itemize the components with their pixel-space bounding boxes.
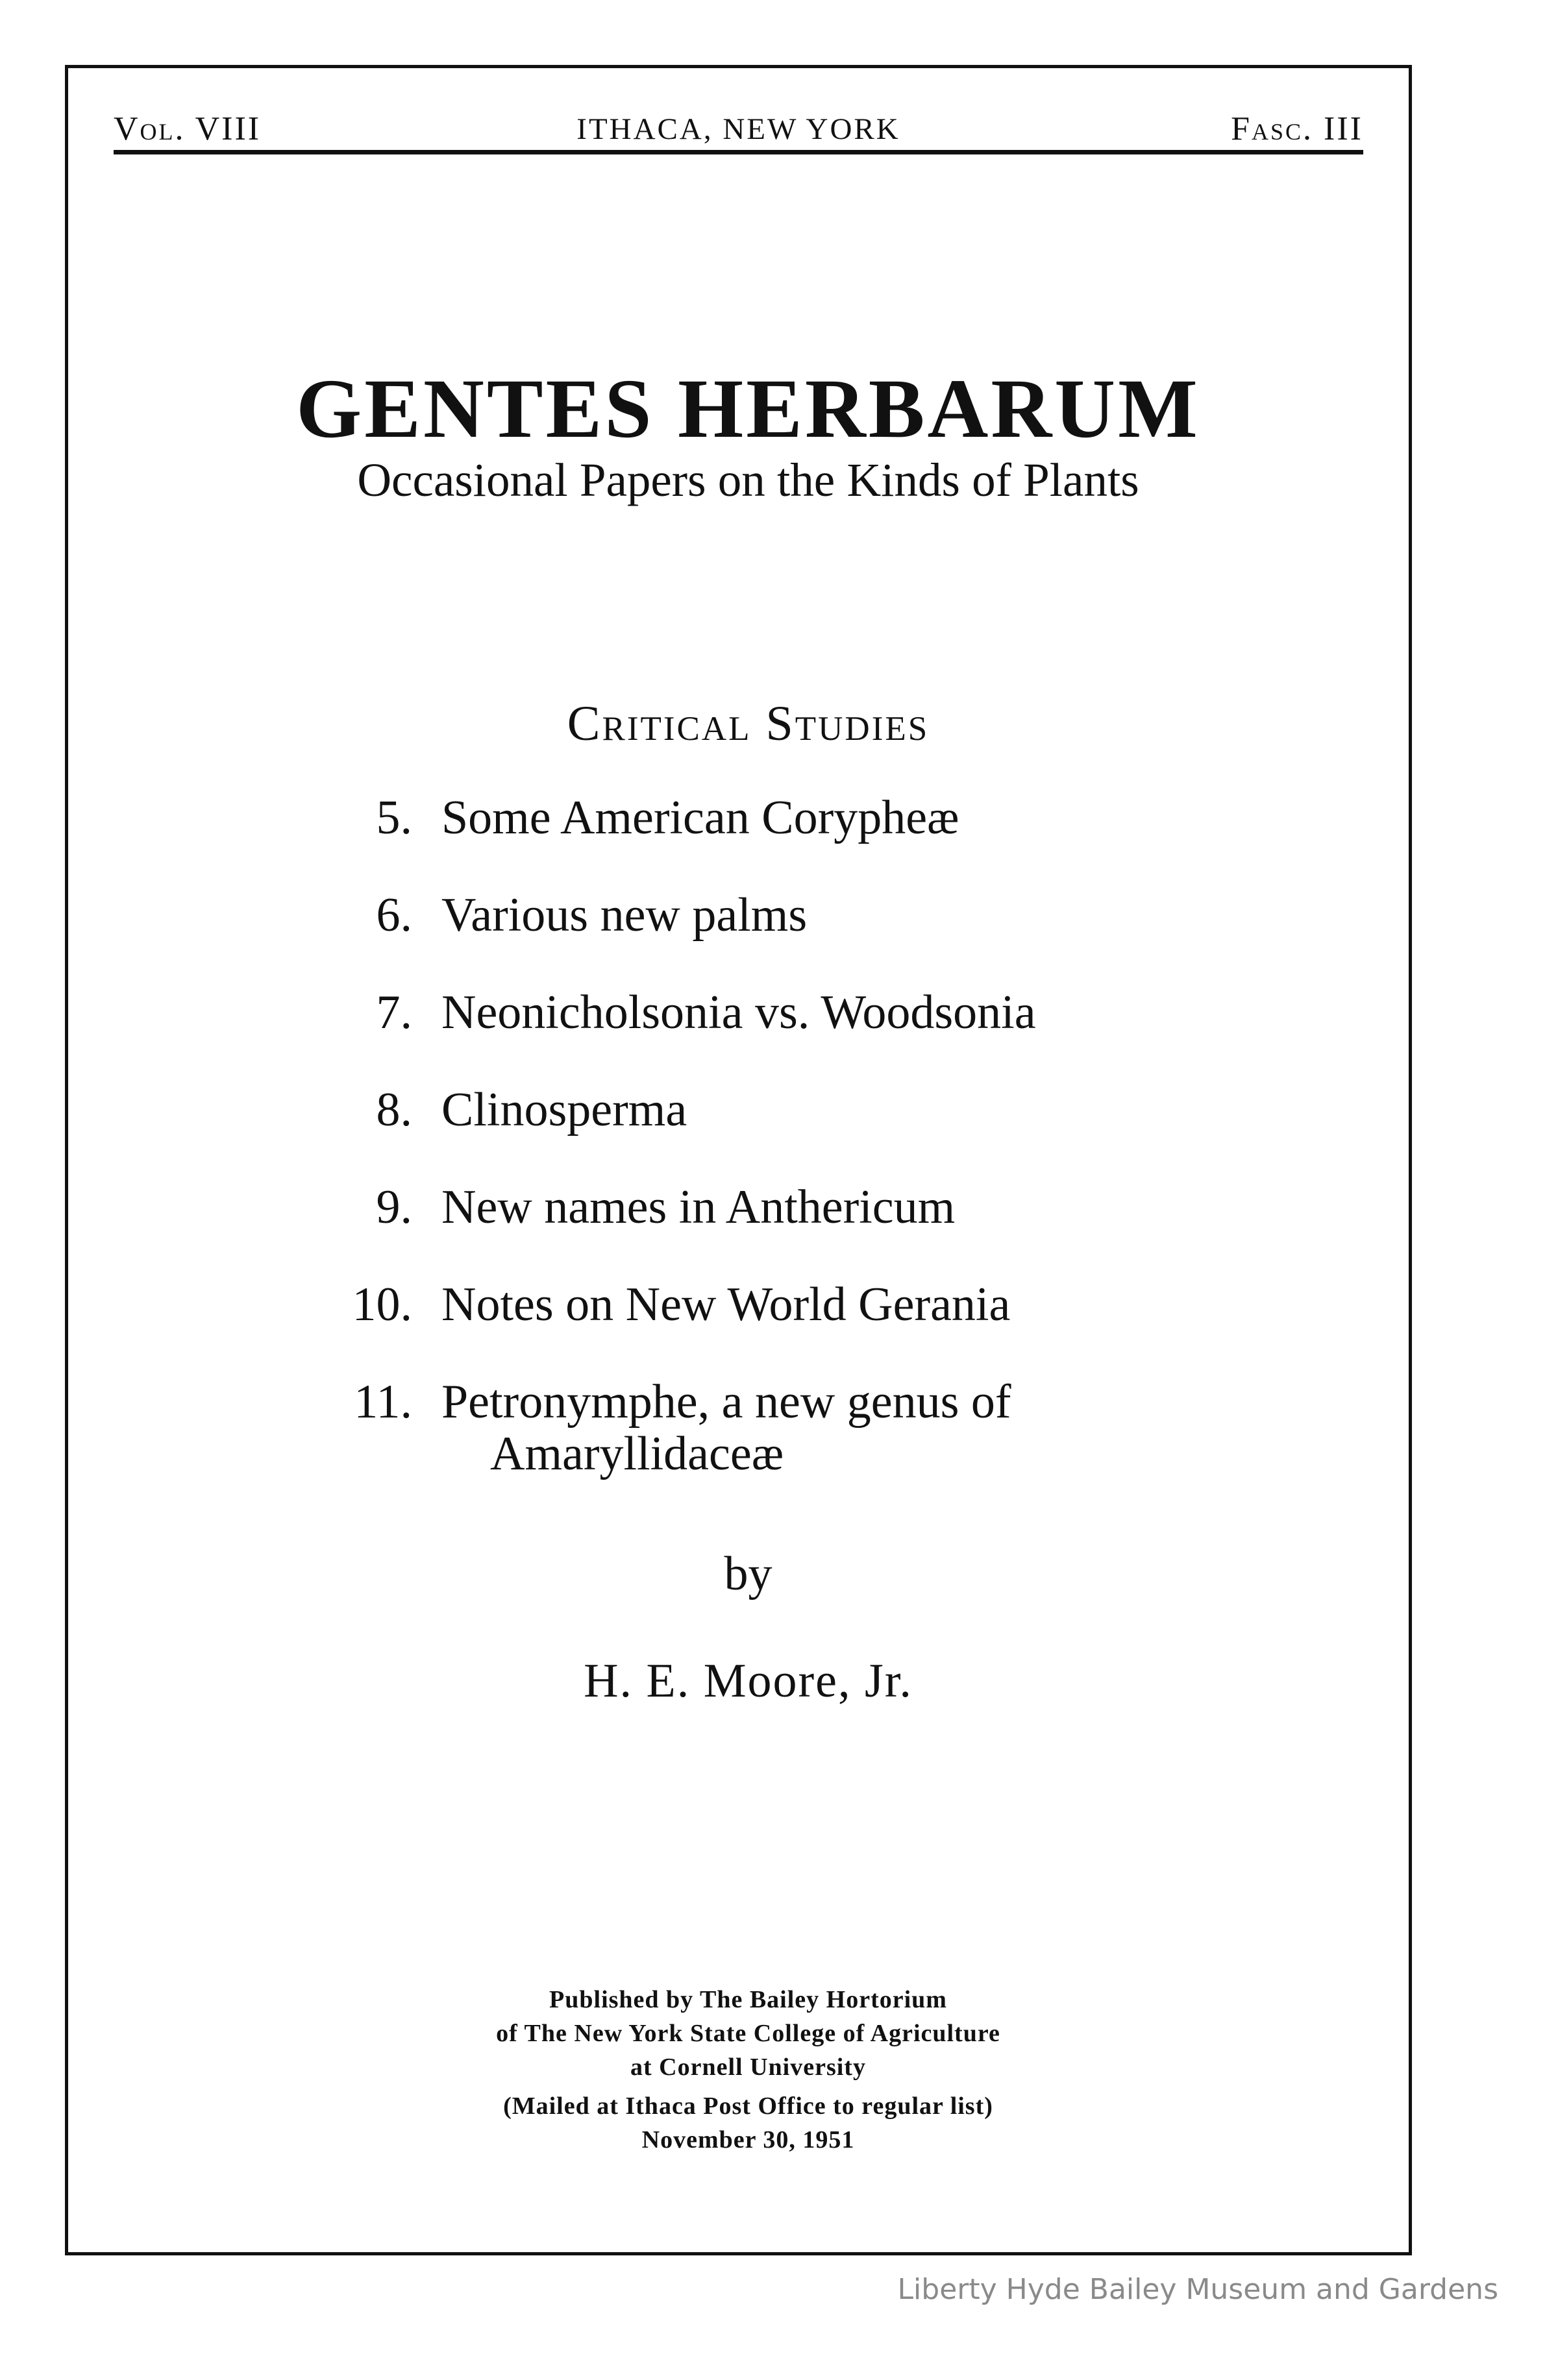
entry-title-continuation: Amaryllidaceæ	[490, 1427, 784, 1480]
contents-entry	[328, 1181, 1237, 1279]
entry-number: 8.	[376, 1083, 412, 1136]
imprint-line: of The New York State College of Agriculture	[496, 2020, 1000, 2047]
entry-number: 5.	[376, 791, 412, 844]
entry-title: Petronymphe, a new genus of	[441, 1375, 1011, 1429]
by-line: by	[724, 1547, 773, 1601]
mailing-note: (Mailed at Ithaca Post Office to regular list)	[503, 2092, 993, 2120]
imprint-line: Published by The Bailey Hortorium	[549, 1986, 947, 2013]
volume-label: Vol. VIII	[114, 110, 262, 147]
contents-entry	[328, 1084, 1237, 1181]
fascicle-label: Fasc. III	[1231, 110, 1363, 147]
entry-number: 6.	[376, 889, 412, 942]
contents-entry	[328, 792, 1237, 889]
entry-title: Various new palms	[441, 889, 808, 942]
section-heading: Critical Studies	[567, 696, 930, 751]
entry-number: 9.	[376, 1181, 412, 1234]
page-border-frame	[65, 65, 1412, 2255]
running-head	[114, 108, 1363, 154]
entry-title-block	[441, 1376, 1220, 1480]
journal-subtitle: Occasional Papers on the Kinds of Plants	[357, 454, 1139, 506]
contents-list	[328, 791, 1237, 1480]
entry-title: Notes on New World Gerania	[441, 1278, 1011, 1331]
entry-number: 10.	[352, 1278, 412, 1331]
publisher-imprint	[68, 1983, 1409, 2157]
entry-title: Some American Corypheæ	[441, 791, 959, 844]
entry-title: Neonicholsonia vs. Woodsonia	[441, 986, 1036, 1039]
contents-entry	[328, 889, 1237, 987]
entry-number: 11.	[354, 1375, 412, 1429]
place-label: ITHACA, NEW YORK	[576, 112, 900, 146]
source-credit: Liberty Hyde Bailey Museum and Gardens	[897, 2273, 1498, 2306]
publication-date: November 30, 1951	[641, 2126, 855, 2153]
entry-number: 7.	[376, 986, 412, 1039]
contents-entry	[328, 1279, 1237, 1376]
author-name: H. E. Moore, Jr.	[584, 1654, 913, 1708]
contents-entry	[328, 1375, 1237, 1480]
entry-title: New names in Anthericum	[441, 1181, 956, 1234]
imprint-spacer	[88, 2084, 1409, 2089]
imprint-line: at Cornell University	[630, 2054, 866, 2081]
journal-title: GENTES HERBARUM	[296, 362, 1200, 456]
entry-title: Clinosperma	[441, 1083, 687, 1136]
contents-entry	[328, 987, 1237, 1084]
